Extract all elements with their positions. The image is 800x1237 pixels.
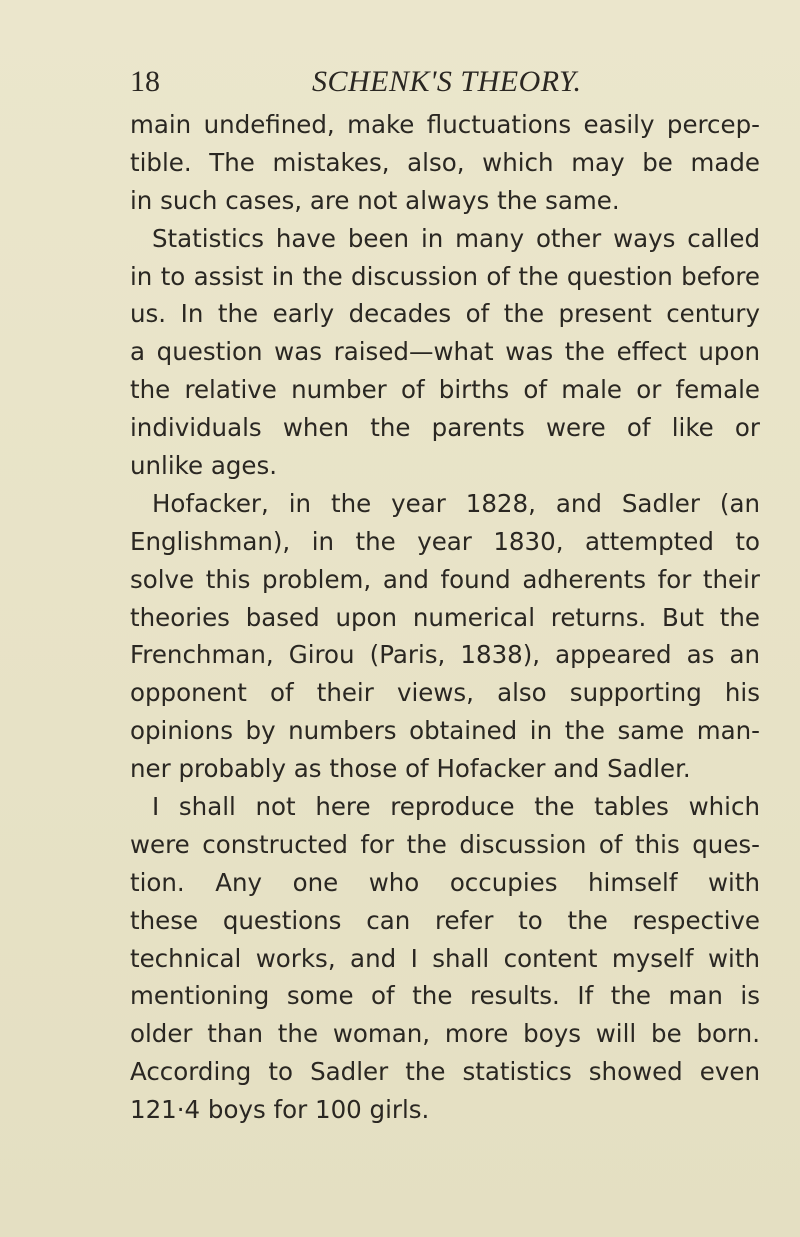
- text-line: mentioning some of the results. If the man is: [130, 981, 760, 1011]
- text-line: unlike ages.: [130, 451, 278, 481]
- text-line: older than the woman, more boys will be born.: [130, 1019, 760, 1049]
- text-line: in such cases, are not always the same.: [130, 185, 620, 215]
- text-line: individuals when the parents were of like or: [130, 413, 760, 443]
- text-line: us. In the early decades of the present century: [130, 299, 760, 329]
- running-title: SCHENK'S THEORY.: [312, 65, 582, 98]
- text-line: tible. The mistakes, also, which may be made: [130, 147, 760, 177]
- text-line: solve this problem, and found adherents for their: [130, 564, 760, 594]
- text-line: in to assist in the discussion of the question before: [130, 261, 760, 291]
- text-line: ner probably as those of Hofacker and Sadler.: [130, 754, 691, 784]
- text-line: Englishman), in the year 1830, attempted to: [130, 526, 760, 556]
- text-line: 121·4 boys for 100 girls.: [130, 1095, 430, 1125]
- text-line: these questions can refer to the respective: [130, 905, 760, 935]
- text-line: the relative number of births of male or female: [130, 375, 760, 405]
- text-line: theories based upon numerical returns. But the: [130, 602, 760, 632]
- text-line: opponent of their views, also supporting his: [130, 678, 760, 708]
- text-line: opinions by numbers obtained in the same man-: [130, 716, 760, 746]
- text-line: I shall not here reproduce the tables which: [152, 792, 760, 822]
- text-line: a question was raised—what was the effect upon: [130, 337, 760, 367]
- text-line: technical works, and I shall content myself with: [130, 943, 760, 973]
- text-line: tion. Any one who occupies himself with: [130, 867, 760, 897]
- page-number: 18: [130, 65, 160, 98]
- text-line: Hofacker, in the year 1828, and Sadler (an: [152, 488, 760, 518]
- text-line: Frenchman, Girou (Paris, 1838), appeared as an: [130, 640, 760, 670]
- text-line: According to Sadler the statistics showed even: [130, 1057, 760, 1087]
- page-header: [130, 62, 770, 102]
- text-line: main undefined, make fluctuations easily percep-: [130, 110, 760, 139]
- body-text: [130, 106, 760, 1129]
- text-line: Statistics have been in many other ways called: [152, 223, 760, 253]
- text-line: were constructed for the discussion of this ques-: [130, 829, 760, 859]
